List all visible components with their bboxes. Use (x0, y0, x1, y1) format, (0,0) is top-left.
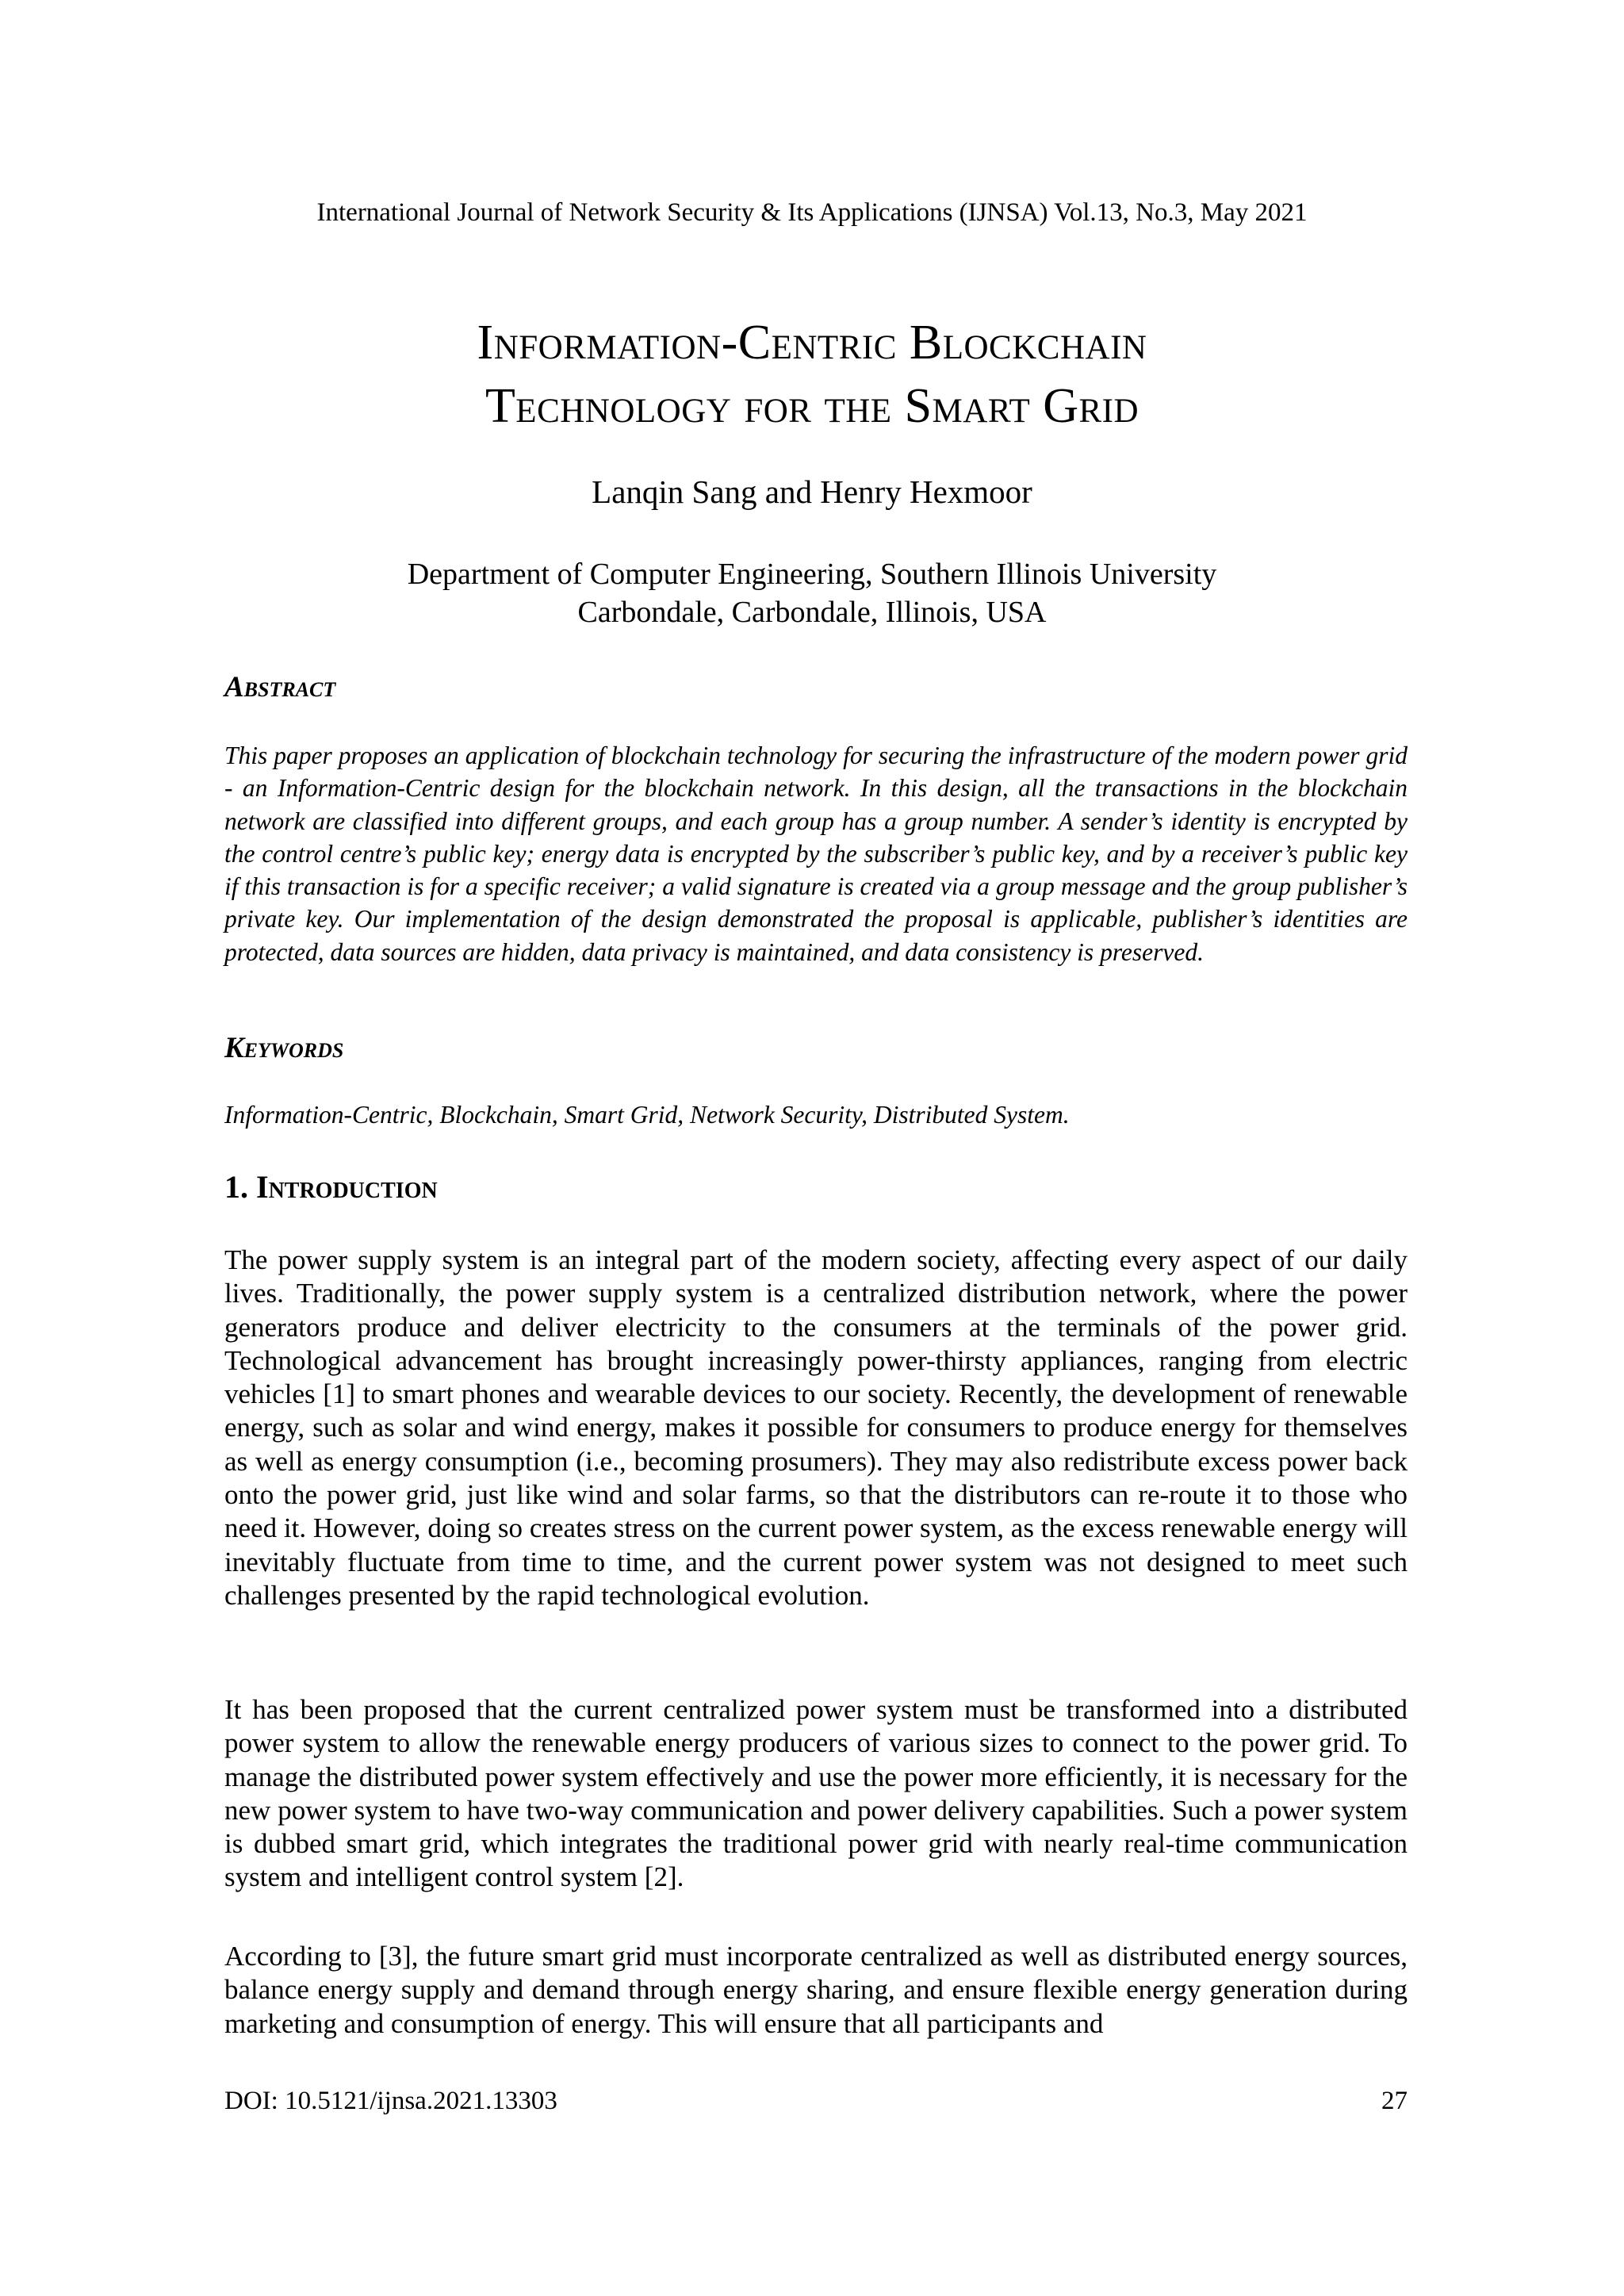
abstract-text: This paper proposes an application of blockchain technology for securing the infrastructure of the modern power grid - an Information-Centric design for the blockchain network. In this design, all the transactions in the blockchain network are classified into different groups, and each group has a group number. A sender’s identity is encrypted by the control centre’s public key; energy data is encrypted by the subscriber’s public key, and by a receiver’s public key if this transaction is for a specific receiver; a valid signature is created via a group message and the group publisher’s private key. Our implementation of the design demonstrated the proposal is applicable, publisher’s identities are protected, data sources are hidden, data privacy is maintained, and data consistency is preserved. (224, 742, 1408, 966)
affiliation (0, 555, 1624, 631)
affiliation-line-2: Carbondale, Carbondale, Illinois, USA (577, 596, 1047, 629)
introduction-paragraph-2: It has been proposed that the current centralized power system must be transformed into a distributed power system to allow the renewable energy producers of various sizes to connect to the power grid. To manage the distributed power system effectively and use the power more efficiently, it is necessary for the new power system to have two-way communication and power delivery capabilities. Such a power system is dubbed smart grid, which integrates the traditional power grid with nearly real-time communication system and intelligent control system [2]. (224, 1694, 1408, 1893)
paper-title-line-2: Technology for the Smart Grid (485, 379, 1139, 433)
paper-title-line-1: Information-Centric Blockchain (477, 316, 1147, 370)
keywords-heading: Keywords (224, 1032, 344, 1064)
running-header: International Journal of Network Security & Its Applications (IJNSA) Vol.13, No.3, May 2021 (316, 198, 1308, 227)
affiliation-line-1: Department of Computer Engineering, Southern Illinois University (407, 558, 1217, 591)
authors: Lanqin Sang and Henry Hexmoor (592, 473, 1032, 510)
introduction-heading: 1. Introduction (224, 1169, 438, 1205)
introduction-paragraph-3: According to [3], the future smart grid must incorporate centralized as well as distributed energy sources, balance energy supply and demand through energy sharing, and ensure flexible energy generation during marketing and consumption of energy. This will ensure that all participants and (224, 1941, 1408, 2039)
paper-title (0, 311, 1624, 438)
keywords-text: Information-Centric, Blockchain, Smart Grid, Network Security, Distributed System. (224, 1101, 1070, 1129)
footer-doi: DOI: 10.5121/ijnsa.2021.13303 (224, 2087, 557, 2115)
page-number: 27 (1381, 2087, 1408, 2115)
introduction-paragraph-1: The power supply system is an integral part of the modern society, affecting every aspect of our daily lives. Traditionally, the power supply system is a centralized distribution network, where the power generators produce and deliver electricity to the consumers at the terminals of the power grid. Technological advancement has brought increasingly power-thirsty appliances, ranging from electric vehicles [1] to smart phones and wearable devices to our society. Recently, the development of renewable energy, such as solar and wind energy, makes it possible for consumers to produce energy for themselves as well as energy consumption (i.e., becoming prosumers). They may also redistribute excess power back onto the power grid, just like wind and solar farms, so that the distributors can re-route it to those who need it. However, doing so creates stress on the current power system, as the excess renewable energy will inevitably fluctuate from time to time, and the current power system was not designed to meet such challenges presented by the rapid technological evolution. (224, 1244, 1408, 1611)
abstract-heading: Abstract (224, 671, 336, 703)
